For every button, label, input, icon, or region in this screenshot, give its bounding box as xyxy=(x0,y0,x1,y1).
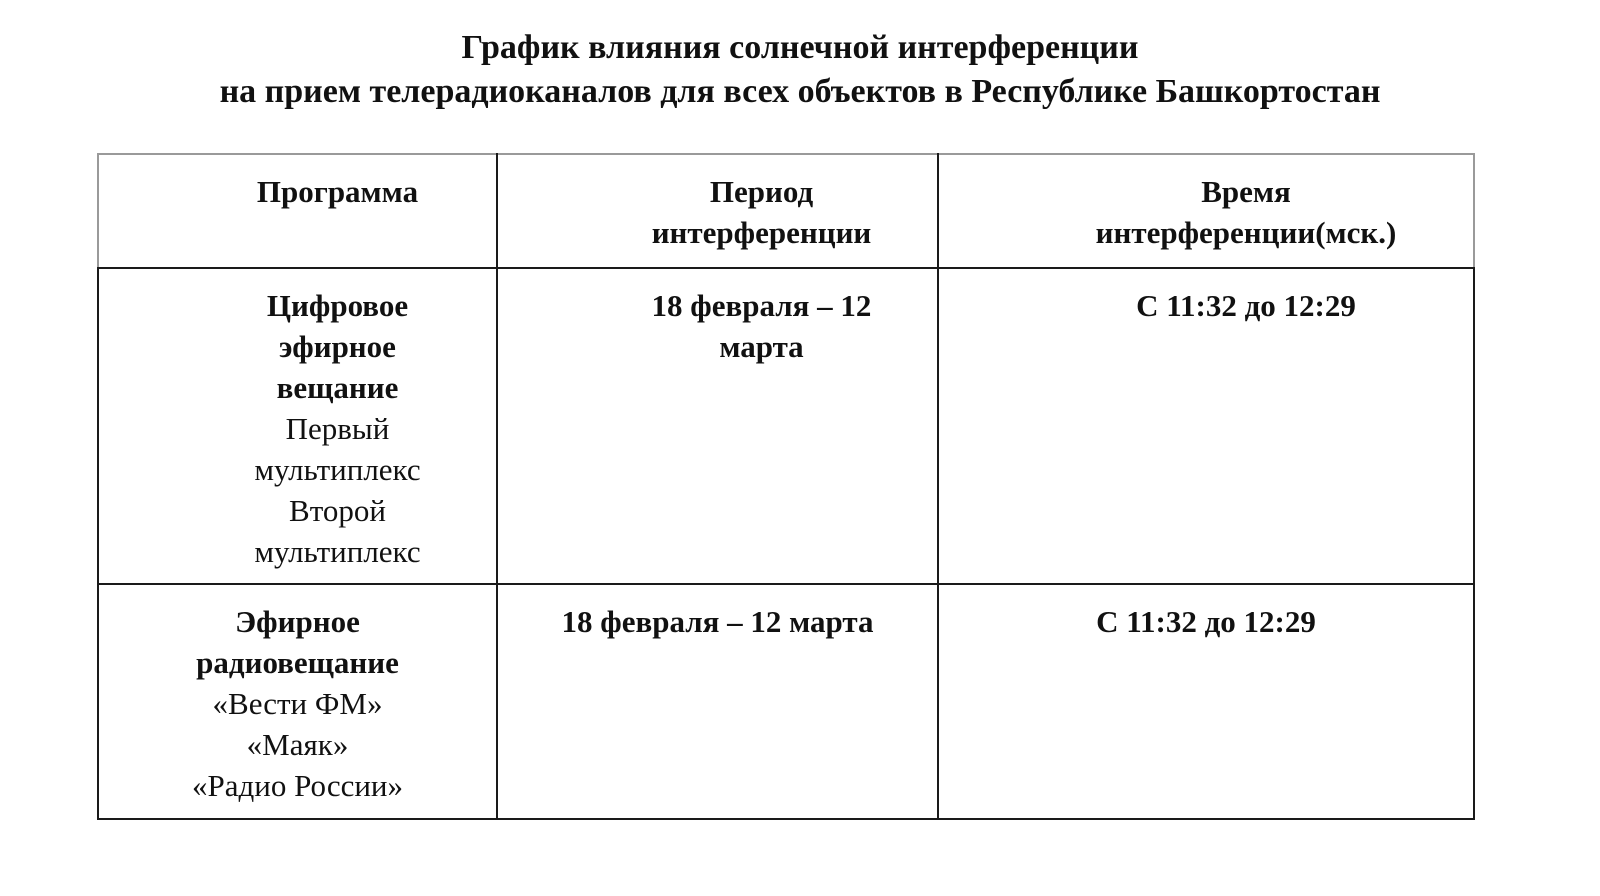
cell-program xyxy=(98,268,497,584)
program-item: «Вести ФМ» xyxy=(212,686,383,721)
header-program xyxy=(98,154,497,268)
period-line: марта xyxy=(719,329,804,364)
program-item: «Маяк» xyxy=(246,727,349,762)
program-item: мультиплекс xyxy=(254,534,421,569)
time-value: С 11:32 до 12:29 xyxy=(1096,604,1316,639)
time-value: С 11:32 до 12:29 xyxy=(1136,288,1356,323)
header-time-line-1: Время xyxy=(1201,174,1291,209)
table-header-row xyxy=(98,154,1474,268)
program-title-line: Цифровое xyxy=(266,288,409,323)
document-title xyxy=(0,26,1600,114)
program-title-line: эфирное xyxy=(279,329,396,364)
cell-period xyxy=(497,268,938,584)
header-time xyxy=(938,154,1474,268)
program-title-line: Эфирное xyxy=(235,604,360,639)
title-line-1: График влияния солнечной интерференции xyxy=(461,29,1139,66)
table-row-digital-tv xyxy=(98,268,1474,584)
table-row-radio xyxy=(98,584,1474,819)
program-item: мультиплекс xyxy=(254,452,421,487)
program-item: Второй xyxy=(289,493,386,528)
header-period-line-1: Период xyxy=(709,174,814,209)
program-item: «Радио России» xyxy=(191,768,404,803)
cell-time xyxy=(938,584,1474,819)
title-line-2: на прием телерадиоканалов для всех объектов в Республике Башкортостан xyxy=(219,73,1381,110)
header-period-line-2: интерференции xyxy=(651,215,872,250)
cell-program xyxy=(98,584,497,819)
period-line: 18 февраля – 12 марта xyxy=(561,604,874,639)
cell-time xyxy=(938,268,1474,584)
period-line: 18 февраля – 12 xyxy=(651,288,872,323)
header-time-line-2: интерференции(мск.) xyxy=(1095,215,1397,250)
interference-schedule-table xyxy=(97,153,1475,820)
program-title-line: вещание xyxy=(276,370,399,405)
program-item: Первый xyxy=(285,411,390,446)
cell-period xyxy=(497,584,938,819)
header-program-label: Программа xyxy=(256,174,419,209)
program-title-line: радиовещание xyxy=(196,645,399,680)
header-period xyxy=(497,154,938,268)
